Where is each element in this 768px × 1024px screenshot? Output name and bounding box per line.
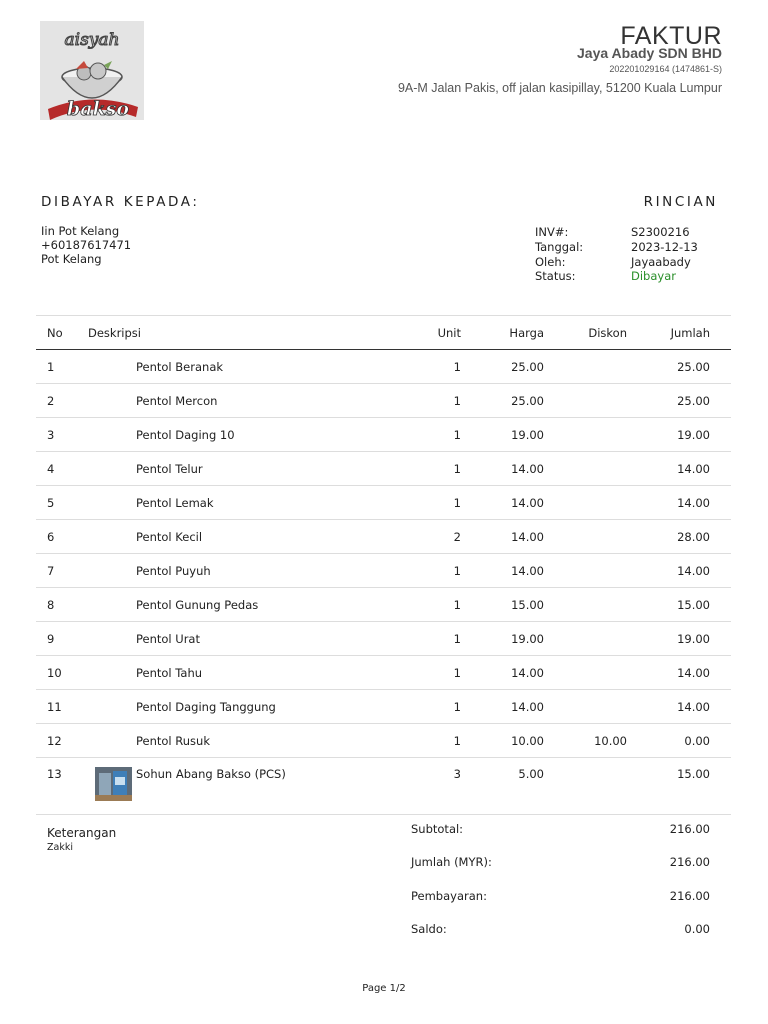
row-total: 15.00 [677, 767, 710, 781]
row-total: 28.00 [677, 529, 710, 544]
row-unit: 1 [453, 631, 461, 646]
row-unit: 3 [453, 767, 461, 781]
row-description: Pentol Gunung Pedas [136, 597, 259, 612]
table-row [36, 350, 731, 384]
row-no: 12 [47, 733, 62, 748]
row-price: 19.00 [511, 631, 544, 646]
issued-by: Jayaabady [631, 254, 691, 269]
row-description: Pentol Beranak [136, 359, 224, 374]
row-description: Sohun Abang Bakso (PCS) [136, 767, 286, 781]
table-row [36, 724, 731, 758]
notes-text: Zakki [47, 842, 73, 853]
bill-to-block [41, 224, 131, 266]
row-total: 0.00 [684, 733, 710, 748]
row-price: 14.00 [511, 529, 544, 544]
detail-row-date [535, 240, 698, 255]
row-total: 19.00 [677, 631, 710, 646]
summary-balance [411, 922, 710, 936]
document-title: FAKTUR [620, 22, 722, 50]
customer-name: Iin Pot Kelang [41, 224, 120, 238]
company-address: 9A-M Jalan Pakis, off jalan kasipillay, 51200 Kuala Lumpur [397, 81, 722, 95]
detail-label: Status: [535, 269, 576, 284]
table-row [36, 622, 731, 656]
detail-row-status [535, 269, 698, 284]
header-discount: Diskon [588, 325, 627, 340]
summary-amount [411, 855, 710, 869]
row-description: Pentol Lemak [136, 495, 214, 510]
row-price: 25.00 [511, 359, 544, 374]
customer-city: Pot Kelang [41, 252, 102, 266]
row-price: 25.00 [511, 393, 544, 408]
row-price: 15.00 [511, 597, 544, 612]
table-row [36, 384, 731, 418]
table-row [36, 520, 731, 554]
row-no: 1 [47, 359, 55, 374]
row-description: Pentol Kecil [136, 529, 203, 544]
detail-label: Tanggal: [535, 239, 584, 254]
row-description: Pentol Daging 10 [136, 427, 235, 442]
customer-phone: +60187617471 [41, 238, 132, 252]
row-no: 7 [47, 563, 55, 578]
invoice-date: 2023-12-13 [631, 239, 698, 254]
table-header [36, 316, 731, 350]
row-no: 10 [47, 665, 62, 680]
table-row [36, 452, 731, 486]
row-description: Pentol Daging Tanggung [136, 699, 276, 714]
table-row [36, 554, 731, 588]
row-no: 3 [47, 427, 55, 442]
bill-to-heading: DIBAYAR KEPADA: [41, 194, 200, 210]
detail-row-by [535, 255, 698, 270]
detail-label: Oleh: [535, 254, 566, 269]
row-description: Pentol Tahu [136, 665, 203, 680]
company-name: Jaya Abady SDN BHD [577, 45, 722, 61]
table-row [36, 418, 731, 452]
summary-value: 216.00 [669, 889, 710, 903]
row-total: 14.00 [677, 699, 710, 714]
row-total: 14.00 [677, 495, 710, 510]
invoice-number: S2300216 [631, 225, 690, 239]
row-total: 25.00 [677, 393, 710, 408]
notes-title: Keterangan [47, 826, 117, 840]
summary-value: 216.00 [669, 855, 710, 869]
summary-value: 0.00 [684, 922, 710, 936]
row-price: 14.00 [511, 563, 544, 578]
row-no: 13 [47, 767, 62, 781]
row-discount: 10.00 [594, 733, 627, 748]
row-total: 14.00 [677, 665, 710, 680]
row-unit: 1 [453, 597, 461, 612]
row-no: 4 [47, 461, 55, 476]
row-price: 14.00 [511, 699, 544, 714]
table-row [36, 690, 731, 724]
header-price: Harga [509, 325, 544, 340]
row-unit: 1 [453, 461, 461, 476]
header-no: No [47, 325, 63, 340]
row-unit: 1 [453, 359, 461, 374]
summary-label: Subtotal: [411, 822, 464, 836]
summary-value: 216.00 [669, 822, 710, 836]
row-total: 25.00 [677, 359, 710, 374]
row-unit: 1 [453, 699, 461, 714]
row-price: 14.00 [511, 665, 544, 680]
row-unit: 1 [453, 563, 461, 578]
status-badge: Dibayar [631, 269, 676, 284]
detail-label: INV#: [535, 225, 569, 239]
row-unit: 1 [453, 393, 461, 408]
row-no: 8 [47, 597, 55, 612]
summary-subtotal [411, 822, 710, 836]
company-registration: 202201029164 (1474861-S) [609, 64, 722, 74]
row-total: 15.00 [677, 597, 710, 612]
items-table [36, 315, 731, 815]
row-no: 2 [47, 393, 55, 408]
row-total: 14.00 [677, 563, 710, 578]
logo-text-bottom: bakso [66, 98, 130, 120]
header-unit: Unit [437, 325, 461, 340]
row-price: 14.00 [511, 461, 544, 476]
row-price: 5.00 [518, 767, 544, 781]
summary-payment [411, 889, 710, 903]
table-body [36, 350, 731, 815]
row-price: 19.00 [511, 427, 544, 442]
details-heading: RINCIAN [643, 194, 718, 210]
row-total: 19.00 [677, 427, 710, 442]
page-number: Page 1/2 [362, 983, 406, 994]
row-no: 11 [47, 699, 62, 714]
table-row [36, 656, 731, 690]
row-unit: 1 [453, 733, 461, 748]
table-row [36, 588, 731, 622]
table-row [36, 758, 731, 815]
detail-row-invoice [535, 225, 698, 240]
row-no: 9 [47, 631, 55, 646]
summary-label: Jumlah (MYR): [411, 855, 492, 869]
table-row [36, 486, 731, 520]
row-unit: 1 [453, 665, 461, 680]
details-block [535, 225, 698, 284]
row-unit: 2 [453, 529, 461, 544]
row-price: 14.00 [511, 495, 544, 510]
row-description: Pentol Mercon [136, 393, 218, 408]
summary-label: Saldo: [411, 922, 447, 936]
row-no: 5 [47, 495, 55, 510]
header-total: Jumlah [670, 325, 710, 340]
row-total: 14.00 [677, 461, 710, 476]
summary-label: Pembayaran: [411, 889, 487, 903]
row-unit: 1 [453, 427, 461, 442]
row-description: Pentol Urat [136, 631, 200, 646]
row-price: 10.00 [511, 733, 544, 748]
company-logo [40, 21, 144, 120]
logo-text-top: aisyah [64, 30, 120, 50]
row-description: Pentol Puyuh [136, 563, 211, 578]
header-description: Deskripsi [88, 325, 141, 340]
row-unit: 1 [453, 495, 461, 510]
row-no: 6 [47, 529, 55, 544]
row-description: Pentol Telur [136, 461, 203, 476]
row-description: Pentol Rusuk [136, 733, 210, 748]
product-thumbnail [95, 767, 132, 801]
